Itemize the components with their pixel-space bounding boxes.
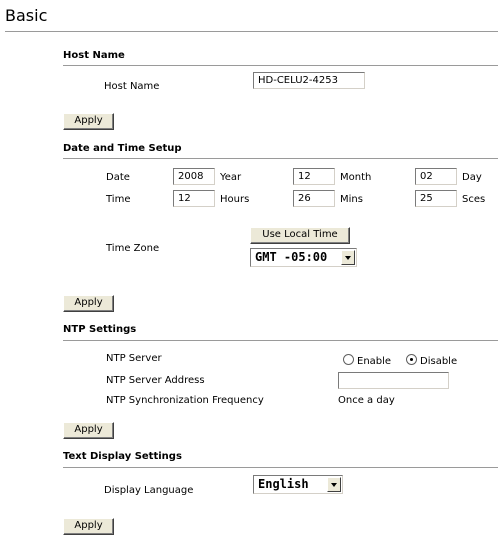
- timezone-selected-value: GMT -05:00: [255, 250, 328, 264]
- ntp-address-label: NTP Server Address: [106, 375, 205, 386]
- host-name-apply-button[interactable]: Apply: [63, 113, 114, 130]
- display-language-select[interactable]: [253, 475, 343, 494]
- display-language-selected-value: English: [258, 477, 309, 491]
- chevron-down-icon: [341, 250, 355, 265]
- mins-unit-label: Mins: [340, 194, 363, 205]
- day-input[interactable]: 02: [415, 168, 457, 185]
- ntp-disable-radio[interactable]: [406, 354, 417, 365]
- date-time-apply-button[interactable]: Apply: [63, 295, 114, 312]
- timezone-label: Time Zone: [106, 243, 160, 254]
- ntp-divider: [63, 340, 498, 341]
- text-display-divider: [63, 467, 498, 468]
- title-divider: [5, 31, 498, 32]
- ntp-apply-button[interactable]: Apply: [63, 422, 114, 439]
- ntp-section-title: NTP Settings: [63, 324, 137, 335]
- mins-input[interactable]: 26: [293, 190, 335, 207]
- secs-unit-label: Sces: [462, 194, 486, 205]
- ntp-enable-radio[interactable]: [343, 354, 354, 365]
- hours-input[interactable]: 12: [173, 190, 215, 207]
- ntp-disable-label: Disable: [420, 356, 458, 367]
- ntp-server-label: NTP Server: [106, 353, 162, 364]
- ntp-frequency-label: NTP Synchronization Frequency: [106, 395, 264, 406]
- host-name-input[interactable]: HD-CELU2-4253: [253, 72, 365, 89]
- host-name-label: Host Name: [104, 81, 160, 92]
- secs-input[interactable]: 25: [415, 190, 457, 207]
- year-input[interactable]: 2008: [173, 168, 215, 185]
- use-local-time-button[interactable]: Use Local Time: [250, 227, 350, 244]
- host-name-divider: [63, 65, 498, 66]
- date-label: Date: [106, 172, 130, 183]
- time-label: Time: [106, 194, 131, 205]
- date-time-section-title: Date and Time Setup: [63, 143, 182, 154]
- text-display-apply-button[interactable]: Apply: [63, 518, 114, 535]
- ntp-frequency-value: Once a day: [338, 395, 395, 406]
- year-unit-label: Year: [220, 172, 242, 183]
- ntp-address-input[interactable]: [338, 372, 449, 389]
- text-display-section-title: Text Display Settings: [63, 451, 182, 462]
- month-unit-label: Month: [340, 172, 372, 183]
- host-name-section-title: Host Name: [63, 50, 125, 61]
- day-unit-label: Day: [462, 172, 482, 183]
- page-title: Basic: [5, 6, 48, 25]
- display-language-label: Display Language: [104, 485, 194, 496]
- timezone-select[interactable]: [250, 248, 357, 267]
- chevron-down-icon: [327, 477, 341, 492]
- hours-unit-label: Hours: [220, 194, 250, 205]
- month-input[interactable]: 12: [293, 168, 335, 185]
- date-time-divider: [63, 158, 498, 159]
- ntp-enable-label: Enable: [357, 356, 392, 367]
